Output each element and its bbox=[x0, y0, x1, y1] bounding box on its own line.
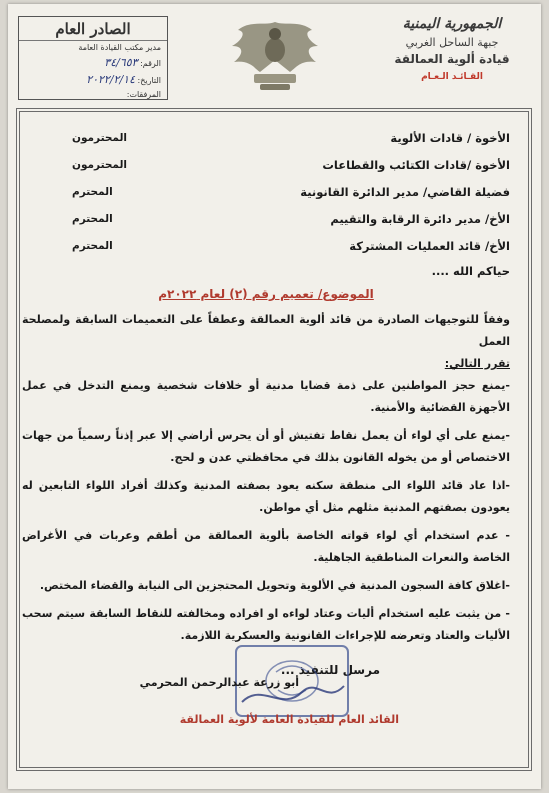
eagle-emblem-icon bbox=[220, 12, 330, 102]
directive-item: -اذا عاد قائد اللواء الى منطقة سكنه يعود بصفته المدنية وكذلك أفراد اللواء التابعين له يعودون بصفتهم المدنية مثلهم مثل أي مواطن. bbox=[22, 479, 510, 514]
addressee-row: فضيلة القاضي/ مدير الدائرة القانونية المحترم bbox=[72, 184, 510, 199]
directive-item: - عدم استخدام أي لواء قواته الخاصة بألوية العمالقة من أطقم وعربات في الأغراض الخاصة والنعرات المناطقية الجاهلية. bbox=[22, 529, 510, 564]
decided-label: تقرر التالي: bbox=[444, 357, 510, 370]
closing-line: مرسل للتنفيذ ... bbox=[280, 663, 380, 677]
letterhead bbox=[377, 16, 527, 82]
number-line: الرقم: ٣٤/٦٥٣ bbox=[104, 56, 161, 69]
attachments-line: المرفقات: bbox=[126, 90, 161, 99]
signatory-name: أبو زرعة عبدالرحمن المحرمي bbox=[139, 676, 299, 689]
outgoing-register-box bbox=[18, 16, 168, 100]
letter-body bbox=[22, 124, 510, 677]
addressee-row: الأخوة /قادات الكتائب والقطاعات المحترمون bbox=[72, 157, 510, 172]
body-text bbox=[22, 309, 510, 647]
date-value: ٢٠٢٢/٢/١٤ bbox=[86, 73, 135, 86]
directive-item: -يمنع حجز المواطنين على ذمة قضايا مدنية أو خلافات شخصية ويمنع التدخل في عمل الأجهزة القضائية والأمنية. bbox=[22, 379, 510, 414]
addressee-row: الأخ/ قائد العمليات المشتركة المحترم bbox=[72, 238, 510, 253]
signatory-title: القائد العام للقيادة العامة لألوية العمالقة bbox=[179, 713, 399, 726]
commander-label: القـائـد الـعـام bbox=[421, 72, 483, 82]
date-line: التاريخ: ٢٠٢٢/٢/١٤ bbox=[86, 73, 161, 86]
addressee-row: الأخ/ مدير دائرة الرقابة والتقييم المحترم bbox=[72, 211, 510, 226]
greeting: حياكم الله .... bbox=[431, 264, 510, 278]
addressee-row: الأخوة / قادات الألوية المحترمون bbox=[72, 130, 510, 145]
subject-line: الموضوع/ تعميم رقم (٢) لعام ٢٠٢٢م bbox=[158, 287, 374, 301]
outgoing-title: الصادر العام bbox=[19, 17, 167, 41]
front-name: جبهة الساحل الغربي bbox=[405, 36, 499, 49]
republic-name: الجمهورية اليمنية bbox=[402, 16, 502, 32]
intro-paragraph: وفقاً للتوجيهات الصادرة من قائد ألوية العمالقة وعطفاً على التعميمات السابقة ولمصلحة العمل bbox=[22, 313, 510, 348]
directive-item: -يمنع على أي لواء أن يعمل نقاط تفتيش أو أن يحرس أراضي إلا عبر إذناً رسمياً من جهات الاختصاص أو من يخوله القانون بذلك في محافظتي عدن و لحج. bbox=[22, 429, 510, 464]
directive-item: - من يثبت عليه استخدام أليات وعتاد لواءه او افراده ومخالفته للنقاط السابقة سيتم سحب الأليات والعتاد وتعرضه للإجراءات القانونية والعسكرية اللازمة. bbox=[22, 607, 510, 642]
number-value: ٣٤/٦٥٣ bbox=[104, 56, 138, 69]
command-name: قيادة ألوية العمالقة bbox=[394, 52, 510, 66]
directive-item: -اغلاق كافة السجون المدنية في الألوية وتحويل المحتجزين الى النيابة والقضاء المختص. bbox=[39, 579, 510, 592]
office-line: مدير مكتب القيادة العامة bbox=[78, 43, 161, 52]
